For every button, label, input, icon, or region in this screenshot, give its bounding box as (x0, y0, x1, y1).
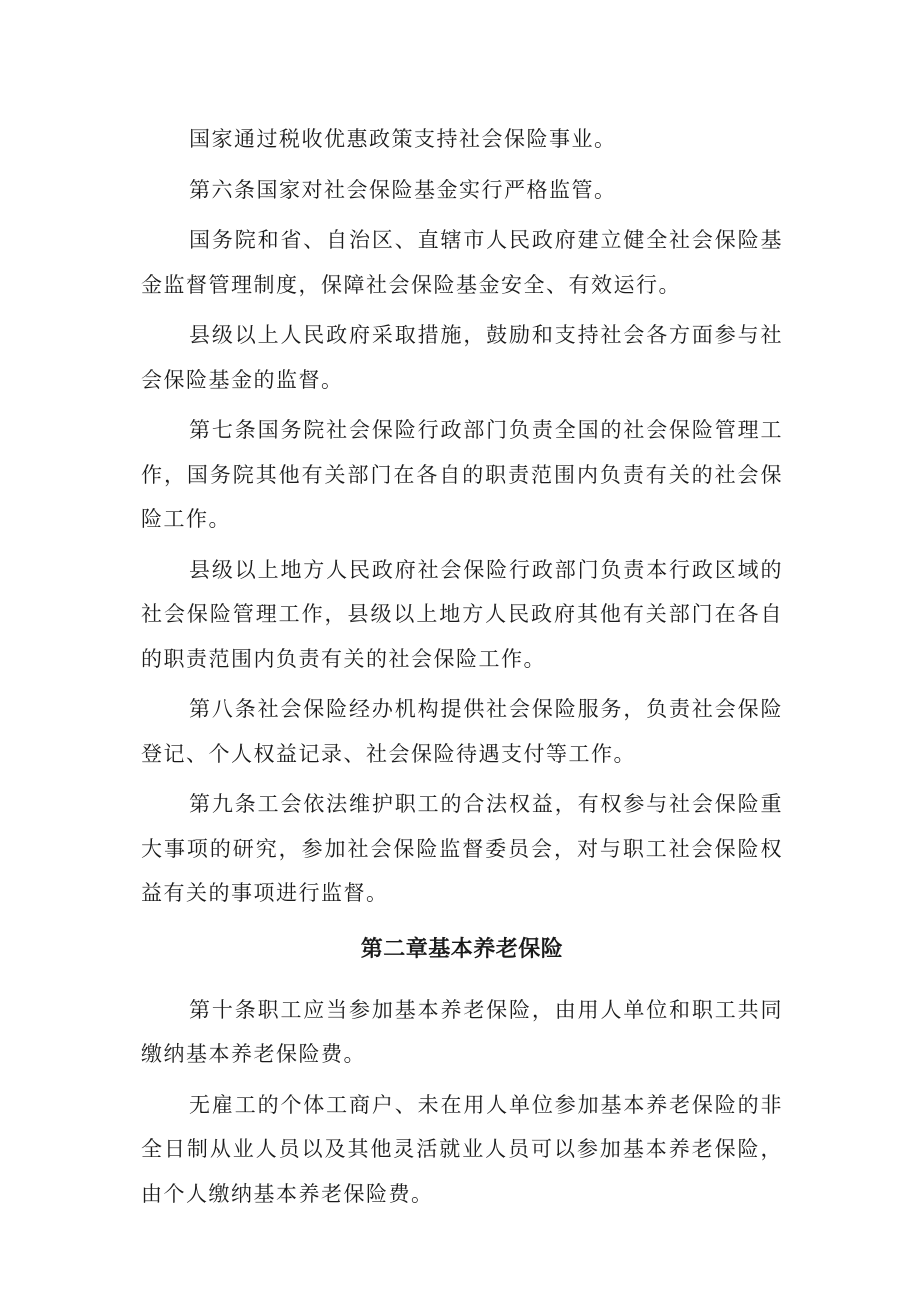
paragraph-local-administration: 县级以上地方人民政府社会保险行政部门负责本行政区域的社会保险管理工作，县级以上地方人民政府其他有关部门在各自的职责范围内负责有关的社会保险工作。 (141, 557, 783, 671)
paragraph-tax-support: 国家通过税收优惠政策支持社会保险事业。 (189, 127, 617, 151)
paragraph-county-measures: 县级以上人民政府采取措施，鼓励和支持社会各方面参与社会保险基金的监督。 (141, 323, 783, 392)
paragraph-article-7: 第七条国务院社会保险行政部门负责全国的社会保险管理工作，国务院其他有关部门在各自的职责范围内负责有关的社会保险工作。 (141, 418, 783, 531)
paragraph-flexible-employment: 无雇工的个体工商户、未在用人单位参加基本养老保险的非全日制从业人员以及其他灵活就业人员可以参加基本养老保险，由个人缴纳基本养老保险费。 (141, 1092, 783, 1206)
paragraph-article-6: 第六条国家对社会保险基金实行严格监管。 (189, 177, 617, 202)
paragraph-article-9: 第九条工会依法维护职工的合法权益，有权参与社会保险重大事项的研究，参加社会保险监督委员会，对与职工社会保险权益有关的事项进行监督。 (141, 792, 783, 905)
document-page (141, 117, 783, 1222)
paragraph-article-8: 第八条社会保险经办机构提供社会保险服务，负责社会保险登记、个人权益记录、社会保险待遇支付等工作。 (141, 697, 783, 766)
paragraph-article-10: 第十条职工应当参加基本养老保险，由用人单位和职工共同缴纳基本养老保险费。 (141, 997, 783, 1066)
paragraph-fund-supervision-system: 国务院和省、自治区、直辖市人民政府建立健全社会保险基金监督管理制度，保障社会保险基金安全、有效运行。 (141, 228, 783, 297)
chapter-heading: 第二章基本养老保险 (360, 936, 564, 962)
